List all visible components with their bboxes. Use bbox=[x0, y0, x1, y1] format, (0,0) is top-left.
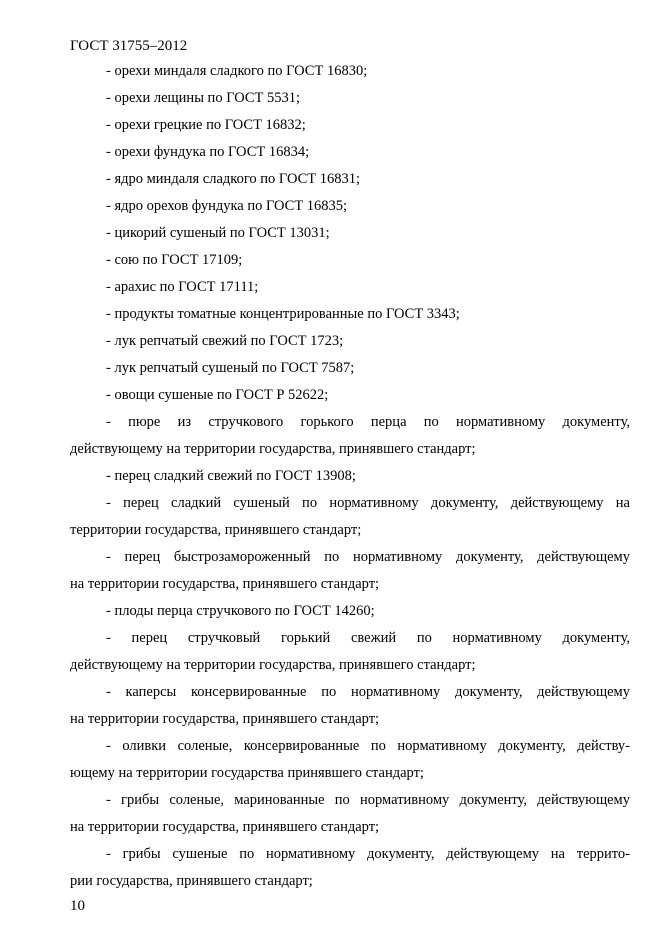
list-item-continuation: действующему на территории государства, принявшего стандарт; bbox=[70, 441, 476, 457]
list-item-continuation: на территории государства, принявшего стандарт; bbox=[70, 576, 380, 592]
list-item: - лук репчатый сушеный по ГОСТ 7587; bbox=[106, 360, 355, 376]
list-item: - сою по ГОСТ 17109; bbox=[106, 252, 243, 268]
list-item-continuation: на территории государства, принявшего стандарт; bbox=[70, 711, 380, 727]
list-item: - грибы соленые, маринованные по нормативному документу, действующему bbox=[106, 792, 630, 808]
list-item-continuation: рии государства, принявшего стандарт; bbox=[70, 873, 313, 889]
list-item: - лук репчатый свежий по ГОСТ 1723; bbox=[106, 333, 344, 349]
list-item-continuation: территории государства, принявшего стандарт; bbox=[70, 522, 362, 538]
list-item: - перец сладкий свежий по ГОСТ 13908; bbox=[106, 468, 356, 484]
list-item: - грибы сушеные по нормативному документу, действующему на террито- bbox=[106, 846, 630, 862]
list-item: - ядро миндаля сладкого по ГОСТ 16831; bbox=[106, 171, 361, 187]
list-item: - перец стручковый горький свежий по нормативному документу, bbox=[106, 630, 630, 646]
list-item: - ядро орехов фундука по ГОСТ 16835; bbox=[106, 198, 348, 214]
document-header: ГОСТ 31755–2012 bbox=[70, 38, 188, 54]
list-item: - орехи фундука по ГОСТ 16834; bbox=[106, 144, 310, 160]
list-item: - продукты томатные концентрированные по ГОСТ 3343; bbox=[106, 306, 460, 322]
list-item: - каперсы консервированные по нормативному документу, действующему bbox=[106, 684, 630, 700]
list-item: - овощи сушеные по ГОСТ Р 52622; bbox=[106, 387, 329, 403]
list-item: - арахис по ГОСТ 17111; bbox=[106, 279, 259, 295]
list-item: - орехи грецкие по ГОСТ 16832; bbox=[106, 117, 306, 133]
list-item: - цикорий сушеный по ГОСТ 13031; bbox=[106, 225, 330, 241]
document-body bbox=[70, 58, 630, 895]
list-item: - пюре из стручкового горького перца по нормативному документу, bbox=[106, 414, 630, 430]
list-item: - орехи миндаля сладкого по ГОСТ 16830; bbox=[106, 63, 368, 79]
list-item: - перец сладкий сушеный по нормативному документу, действующему на bbox=[106, 495, 630, 511]
list-item: - оливки соленые, консервированные по нормативному документу, действу- bbox=[106, 738, 630, 754]
list-item-continuation: ющему на территории государства принявшего стандарт; bbox=[70, 765, 424, 781]
page-number: 10 bbox=[70, 898, 85, 914]
list-item: - орехи лещины по ГОСТ 5531; bbox=[106, 90, 301, 106]
list-item: - плоды перца стручкового по ГОСТ 14260; bbox=[106, 603, 375, 619]
list-item: - перец быстрозамороженный по нормативному документу, действующему bbox=[106, 549, 630, 565]
list-item-continuation: на территории государства, принявшего стандарт; bbox=[70, 819, 380, 835]
list-item-continuation: действующему на территории государства, принявшего стандарт; bbox=[70, 657, 476, 673]
